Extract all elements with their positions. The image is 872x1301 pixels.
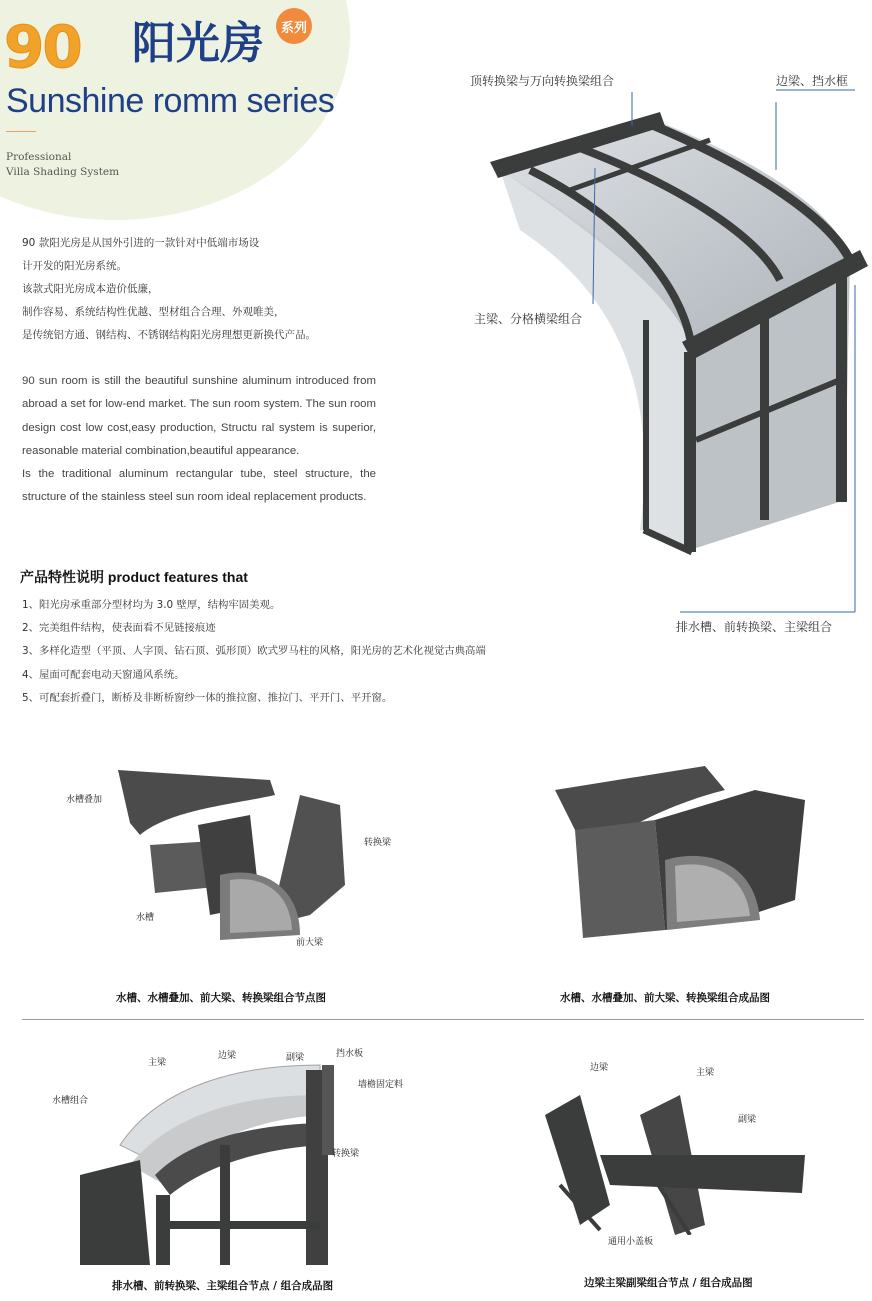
- label-side-beam: 边梁: [218, 1051, 237, 1061]
- feature-item: 5、可配套折叠门，断桥及非断桥窗纱一体的推拉窗、推拉门、平开门、平开窗。: [22, 691, 393, 704]
- callout-main-beam: 主梁、分格横梁组合: [474, 312, 583, 326]
- intro-english: [22, 370, 376, 510]
- label-main-beam: 主梁: [148, 1058, 167, 1068]
- features-title: 产品特性说明 product features that: [20, 569, 248, 585]
- feature-item: 2、完美组件结构，使表面看不见链接痕迹: [22, 622, 216, 635]
- label-gutter: 水槽: [136, 913, 155, 923]
- callout-side-beam: 边梁、挡水框: [776, 74, 849, 88]
- section-divider: [22, 1019, 864, 1020]
- intro-en-paragraph: 90 sun room is still the beautiful sunshine aluminum introduced from abroad a set for low-end market. The sun room system. The sun room design cost low cost,easy production, Structu ral system is superior, reasonable material combination,beautiful appearance.: [22, 375, 376, 457]
- label-water-board: 挡水板: [336, 1049, 364, 1059]
- feature-item: 1、阳光房承重部分型材均为 3.0 壁厚，结构牢固美观。: [22, 599, 281, 611]
- features-list: [22, 594, 486, 710]
- callout-gutter: 排水槽、前转换梁、主梁组合: [676, 620, 833, 634]
- intro-chinese: [22, 232, 362, 347]
- caption-figure-1: 水槽、水槽叠加、前大梁、转换梁组合节点图: [116, 992, 326, 1004]
- label-cover: 通用小盖板: [608, 1237, 654, 1247]
- sunroom-hero-illustration: [460, 60, 872, 650]
- label-wall-fix: 墙檐固定料: [358, 1080, 404, 1090]
- feature-item: 4、屋面可配套电动天窗通风系统。: [22, 668, 185, 681]
- feature-item: 3、多样化造型（平顶、人字顶、钻石顶、弧形顶）欧式罗马柱的风格，阳光房的艺术化视觉古典高端: [22, 645, 486, 658]
- figure-3-roof-node: [70, 1055, 370, 1265]
- label-transfer-beam: 转换梁: [332, 1149, 360, 1159]
- intro-en-paragraph: Is the traditional aluminum rectangular tube, steel structure, the structure of the stainless steel sun room ideal replacement products.: [22, 468, 376, 504]
- caption-figure-4: 边梁主梁副梁组合节点 / 组合成品图: [584, 1277, 753, 1289]
- figure-4-beam-junction: [540, 1075, 810, 1235]
- callout-top-beam: 顶转换梁与万向转换梁组合: [470, 74, 615, 88]
- label-gutter-cover: 水槽叠加: [66, 795, 103, 805]
- label-side-beam: 边梁: [590, 1063, 609, 1073]
- intro-cn-line: 计开发的阳光房系统。: [22, 260, 127, 272]
- label-sub-beam: 副梁: [738, 1115, 757, 1125]
- label-transfer-beam: 转换梁: [364, 838, 392, 848]
- intro-cn-line: 90 款阳光房是从国外引进的一款针对中低端市场设: [22, 237, 260, 249]
- tagline: [6, 150, 119, 180]
- caption-figure-3: 排水槽、前转换梁、主梁组合节点 / 组合成品图: [112, 1280, 334, 1292]
- label-front-beam: 前大梁: [296, 938, 324, 948]
- model-number: 90: [4, 13, 81, 81]
- caption-figure-2: 水槽、水槽叠加、前大梁、转换梁组合成品图: [560, 992, 770, 1004]
- tagline-line-2: Villa Shading System: [6, 166, 120, 178]
- figure-2-assembled-profiles: [555, 760, 815, 945]
- series-badge: 系列: [276, 8, 312, 44]
- accent-rule: [6, 131, 36, 132]
- intro-cn-line: 该款式阳光房成本造价低廉，: [22, 283, 159, 295]
- intro-cn-line: 是传统铝方通、钢结构、不锈钢结构阳光房理想更新换代产品。: [22, 329, 316, 341]
- label-gutter-assembly: 水槽组合: [52, 1096, 89, 1106]
- title-chinese: 阳光房: [132, 18, 264, 69]
- title-english: Sunshine romm series: [6, 82, 335, 120]
- label-main-beam: 主梁: [696, 1068, 715, 1078]
- label-sub-beam: 副梁: [286, 1053, 305, 1063]
- tagline-line-1: Professional: [6, 151, 72, 163]
- intro-cn-line: 制作容易、系统结构性优越、型材组合合理、外观唯美，: [22, 306, 285, 318]
